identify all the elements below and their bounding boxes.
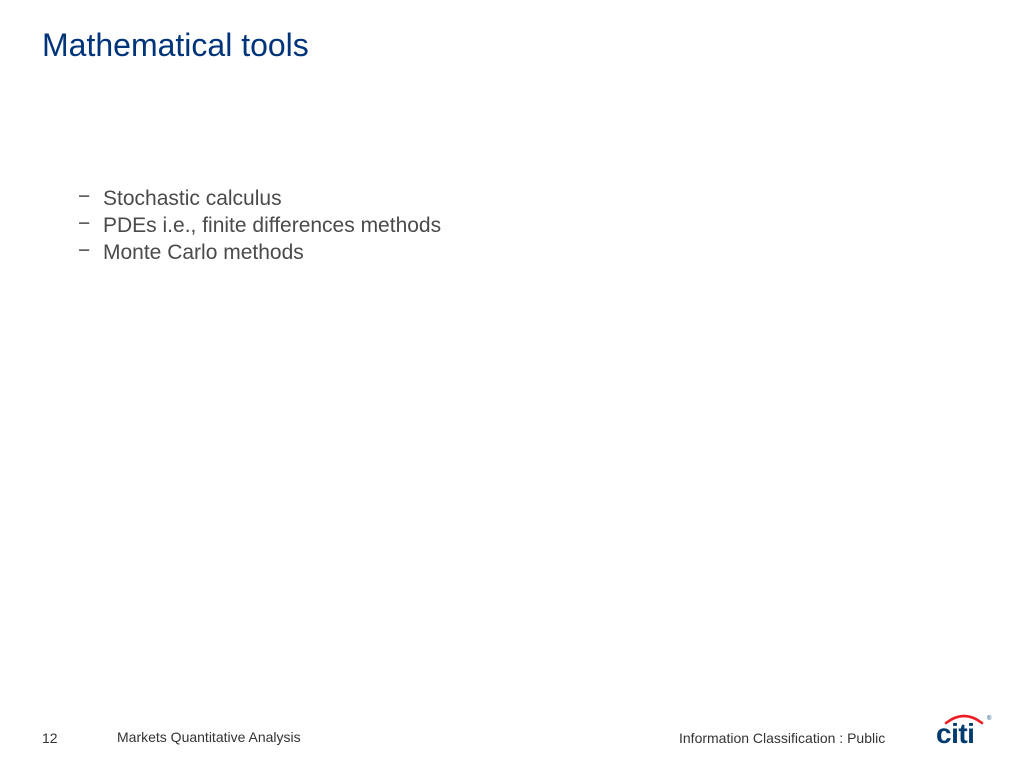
bullet-text: Monte Carlo methods [103,241,304,264]
bullet-marker: − [78,212,91,235]
bullet-text: PDEs i.e., finite differences methods [103,214,442,237]
citi-logo [934,710,994,746]
logo-wordmark: citi [936,718,975,746]
slide-title: Mathematical tools [42,27,309,63]
bullet-marker: − [78,185,91,208]
footer-classification: Information Classification : Public [679,730,886,746]
page-number: 12 [42,730,58,746]
logo-registered-mark: ® [987,716,992,722]
bullet-text: Stochastic calculus [103,187,282,210]
bullet-marker: − [78,239,91,262]
footer-department: Markets Quantitative Analysis [117,729,301,745]
